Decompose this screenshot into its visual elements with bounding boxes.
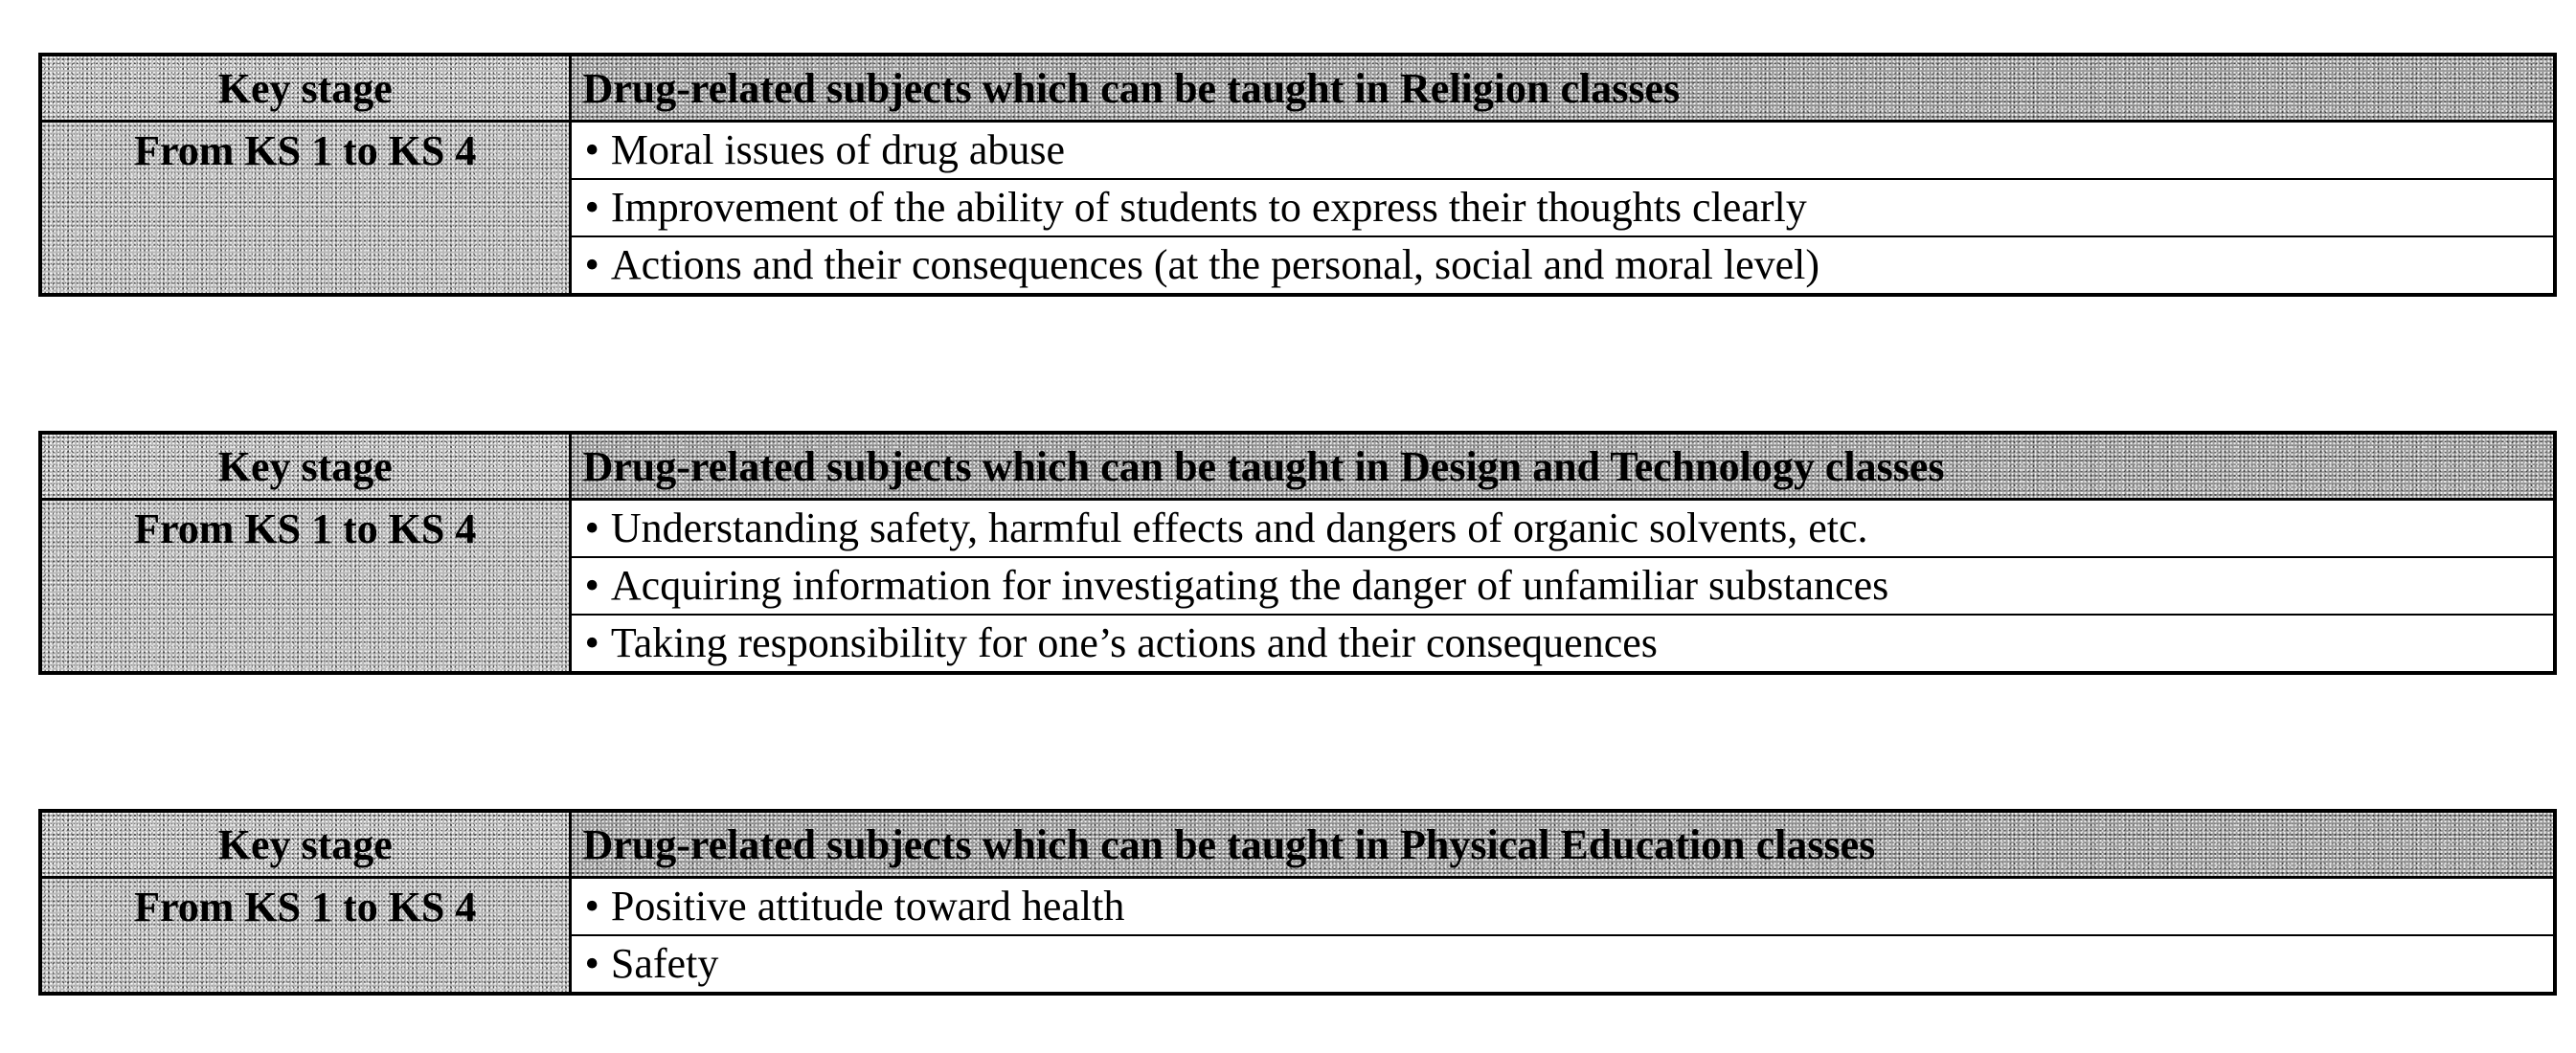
key-stage-range: From KS 1 to KS 4 — [134, 505, 477, 552]
list-item-text: Safety — [610, 940, 719, 987]
list-item-text: Acquiring information for investigating the danger of unfamiliar substances — [610, 562, 1889, 609]
list-item-text: Positive attitude toward health — [610, 883, 1125, 930]
list-item — [572, 237, 2554, 293]
bullet-icon: • — [584, 241, 599, 288]
list-item — [572, 616, 2554, 671]
list-item-text: Understanding safety, harmful effects and dangers of organic solvents, etc. — [610, 504, 1868, 551]
bullet-icon: • — [584, 940, 599, 987]
subject-header: Drug-related subjects which can be taught in Physical Education classes — [570, 811, 2555, 878]
subjects-list — [570, 878, 2555, 995]
list-item — [572, 180, 2554, 237]
subject-header: Drug-related subjects which can be taught in Design and Technology classes — [570, 433, 2555, 500]
list-item-text: Moral issues of drug abuse — [610, 126, 1066, 173]
list-item — [572, 936, 2554, 992]
list-item-text: Taking responsibility for one’s actions and their consequences — [610, 619, 1658, 666]
bullet-icon: • — [584, 883, 599, 930]
list-item — [572, 879, 2554, 936]
list-item — [572, 123, 2554, 180]
key-stage-header: Key stage — [40, 811, 570, 878]
table-header-row — [40, 433, 2555, 500]
table-row — [40, 122, 2555, 296]
subjects-list — [570, 122, 2555, 296]
bullet-icon: • — [584, 504, 599, 551]
list-item-text: Improvement of the ability of students to express their thoughts clearly — [610, 184, 1807, 231]
physical-education-subjects-table — [38, 809, 2557, 996]
design-technology-subjects-table — [38, 431, 2557, 675]
key-stage-cell — [40, 878, 570, 995]
table-row — [40, 878, 2555, 995]
list-item — [572, 558, 2554, 616]
list-item-text: Actions and their consequences (at the personal, social and moral level) — [610, 241, 1820, 288]
list-item — [572, 501, 2554, 558]
key-stage-range: From KS 1 to KS 4 — [134, 127, 477, 174]
key-stage-range: From KS 1 to KS 4 — [134, 884, 477, 930]
religion-subjects-table — [38, 53, 2557, 297]
key-stage-header: Key stage — [40, 433, 570, 500]
key-stage-header: Key stage — [40, 55, 570, 122]
table-header-row — [40, 55, 2555, 122]
table-row — [40, 500, 2555, 674]
subject-header: Drug-related subjects which can be taught in Religion classes — [570, 55, 2555, 122]
key-stage-cell — [40, 500, 570, 674]
bullet-icon: • — [584, 126, 599, 173]
bullet-icon: • — [584, 619, 599, 666]
bullet-icon: • — [584, 184, 599, 231]
subjects-list — [570, 500, 2555, 674]
bullet-icon: • — [584, 562, 599, 609]
table-header-row — [40, 811, 2555, 878]
key-stage-cell — [40, 122, 570, 296]
